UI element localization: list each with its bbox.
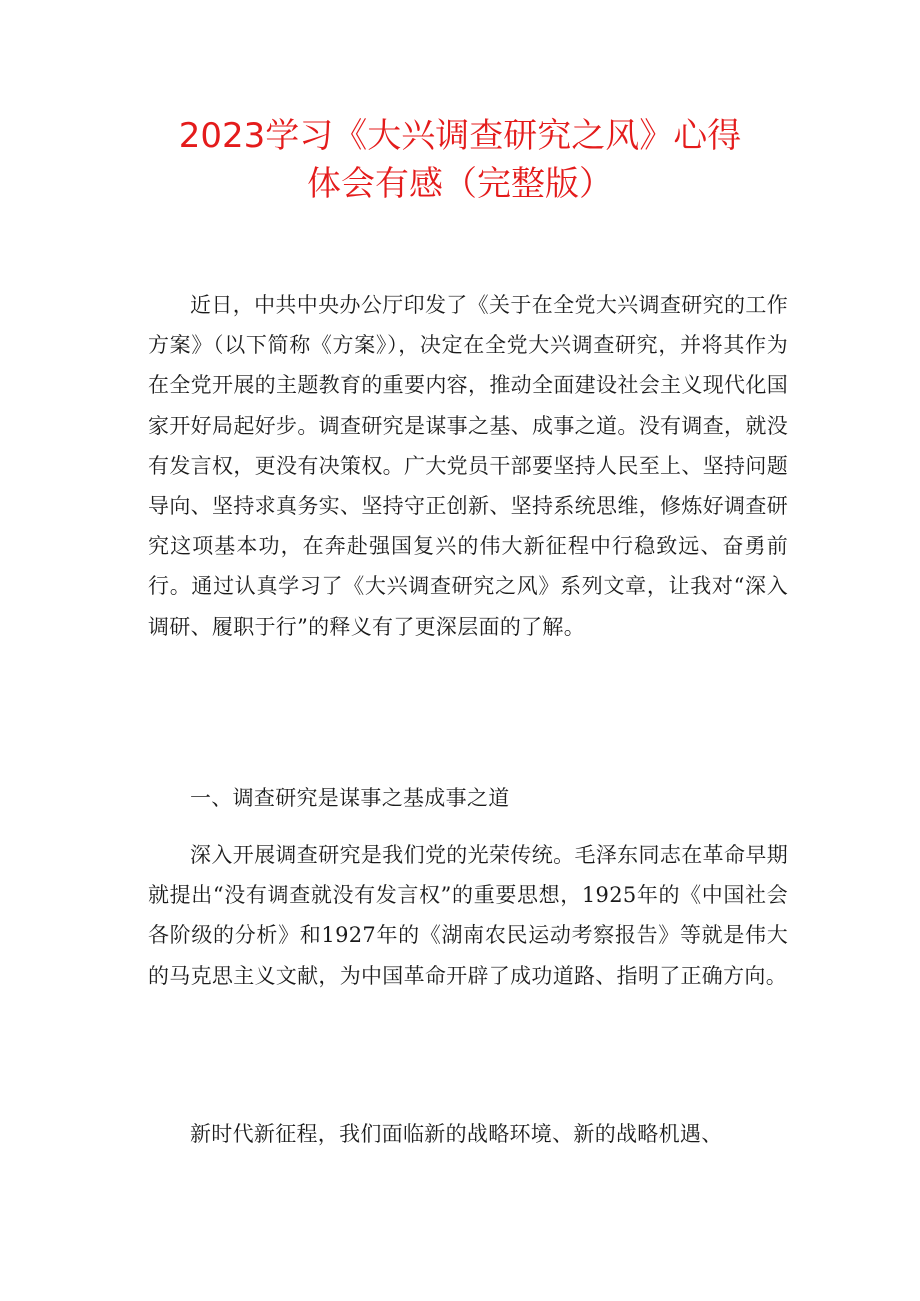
document-title-line2: 体会有感（完整版） [307, 164, 613, 204]
paragraph-intro: 近日，中共中央办公厅印发了《关于在全党大兴调查研究的工作方案》（以下简称《方案》），决定在全党大兴调查研究，并将其作为在全党开展的主题教育的重要内容，推动全面建设社会主义现代化国家开好局起好步。调查研究是谋事之基、成事之道。没有调查，就没有发言权，更没有决策权。广大党员干部要坚持人民至上、坚持问题导向、坚持求真务实、坚持守正创新、坚持系统思维，修炼好调查研究这项基本功，在奔赴强国复兴的伟大新征程中行稳致远、奋勇前行。通过认真学习了《大兴调查研究之风》系列文章，让我对“深入调研、履职于行”的释义有了更深层面的了解。 [148, 293, 788, 639]
paragraph-new-era: 新时代新征程，我们面临新的战略环境、新的战略机遇、 [190, 1122, 723, 1146]
document-title-line1: 2023学习《大兴调查研究之风》心得 [178, 116, 742, 156]
section-heading-1: 一、调查研究是谋事之基成事之道 [190, 786, 510, 810]
paragraph-history: 深入开展调查研究是我们党的光荣传统。毛泽东同志在革命早期就提出“没有调查就没有发言权”的重要思想，1925年的《中国社会各阶级的分析》和1927年的《湖南农民运动考察报告》等就是伟大的马克思主义文献，为中国革命开辟了成功道路、指明了正确方向。 [148, 843, 788, 988]
